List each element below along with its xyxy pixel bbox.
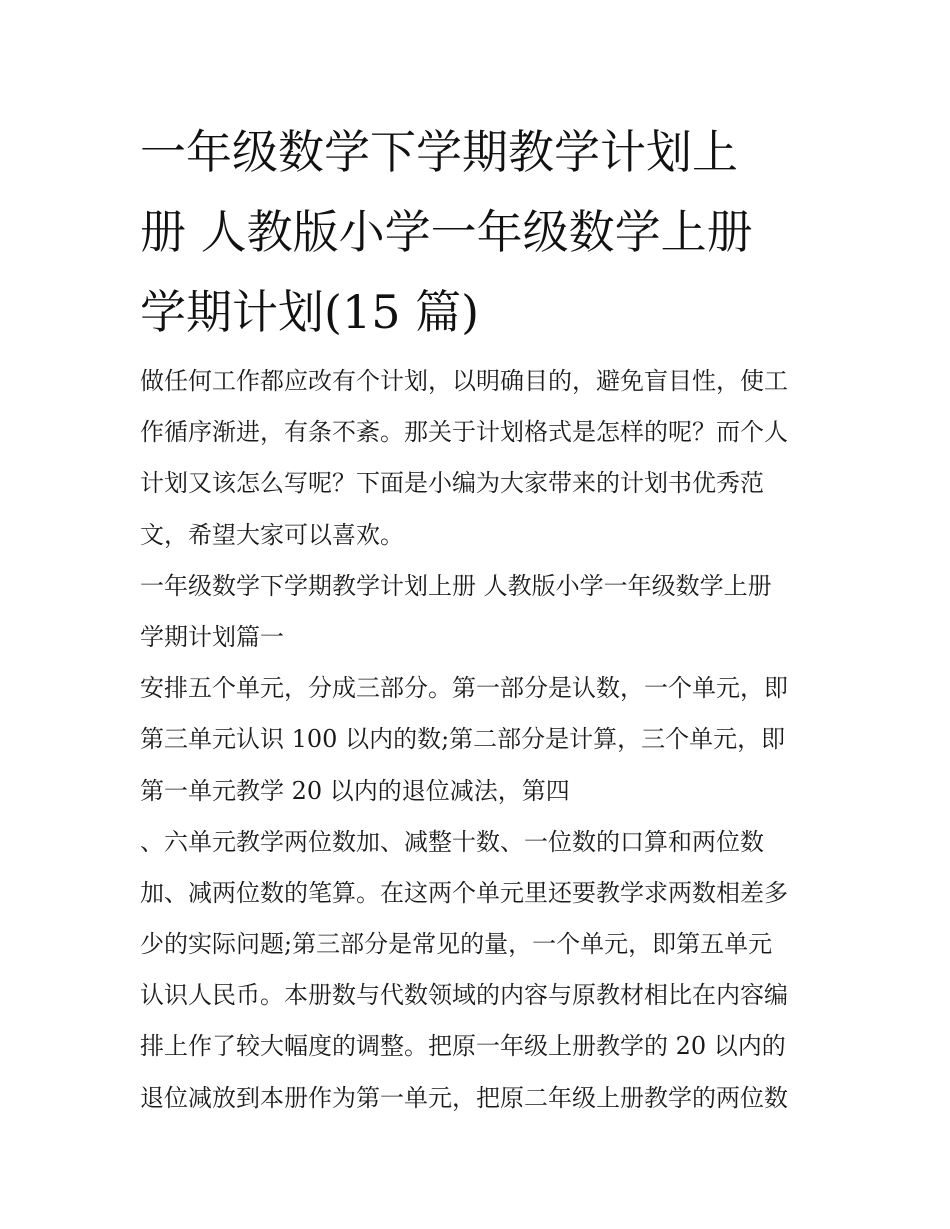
- body-line-14: 排上作了较大幅度的调整。把原一年级上册教学的 20 以内的: [140, 1032, 786, 1061]
- body-line-13: 认识人民币。本册数与代数领域的内容与原教材相比在内容编: [140, 981, 788, 1010]
- body-line-11: 加、减两位数的笔算。在这两个单元里还要教学求两数相差多: [140, 878, 788, 907]
- document-body: [140, 356, 840, 1124]
- title-line-3: 学期计划(15 篇): [140, 285, 480, 339]
- body-line-6: 学期计划篇一: [140, 622, 284, 651]
- body-line-5: 一年级数学下学期教学计划上册 人教版小学一年级数学上册: [140, 571, 772, 600]
- document-title: [140, 112, 830, 352]
- body-line-1: 做任何工作都应改有个计划，以明确目的，避免盲目性，使工: [140, 367, 788, 395]
- body-line-4: 文，希望大家可以喜欢。: [140, 520, 404, 549]
- body-line-2: 作循序渐进，有条不紊。那关于计划格式是怎样的呢？而个人: [140, 418, 788, 447]
- title-line-1: 一年级数学下学期教学计划上: [140, 125, 738, 179]
- body-line-15: 退位减放到本册作为第一单元，把原二年级上册教学的两位数: [140, 1083, 788, 1112]
- body-line-12: 少的实际问题;第三部分是常见的量，一个单元，即第五单元: [140, 930, 773, 959]
- body-line-7: 安排五个单元，分成三部分。第一部分是认数，一个单元，即: [140, 674, 788, 703]
- body-line-10: 、六单元教学两位数加、减整十数、一位数的口算和两位数: [140, 827, 764, 856]
- body-line-8: 第三单元认识 100 以内的数;第二部分是计算，三个单元，即: [140, 725, 786, 754]
- body-line-9: 第一单元教学 20 以内的退位减法，第四: [140, 776, 570, 805]
- title-line-2: 册 人教版小学一年级数学上册: [140, 205, 753, 259]
- body-line-3: 计划又该怎么写呢？下面是小编为大家带来的计划书优秀范: [140, 469, 764, 498]
